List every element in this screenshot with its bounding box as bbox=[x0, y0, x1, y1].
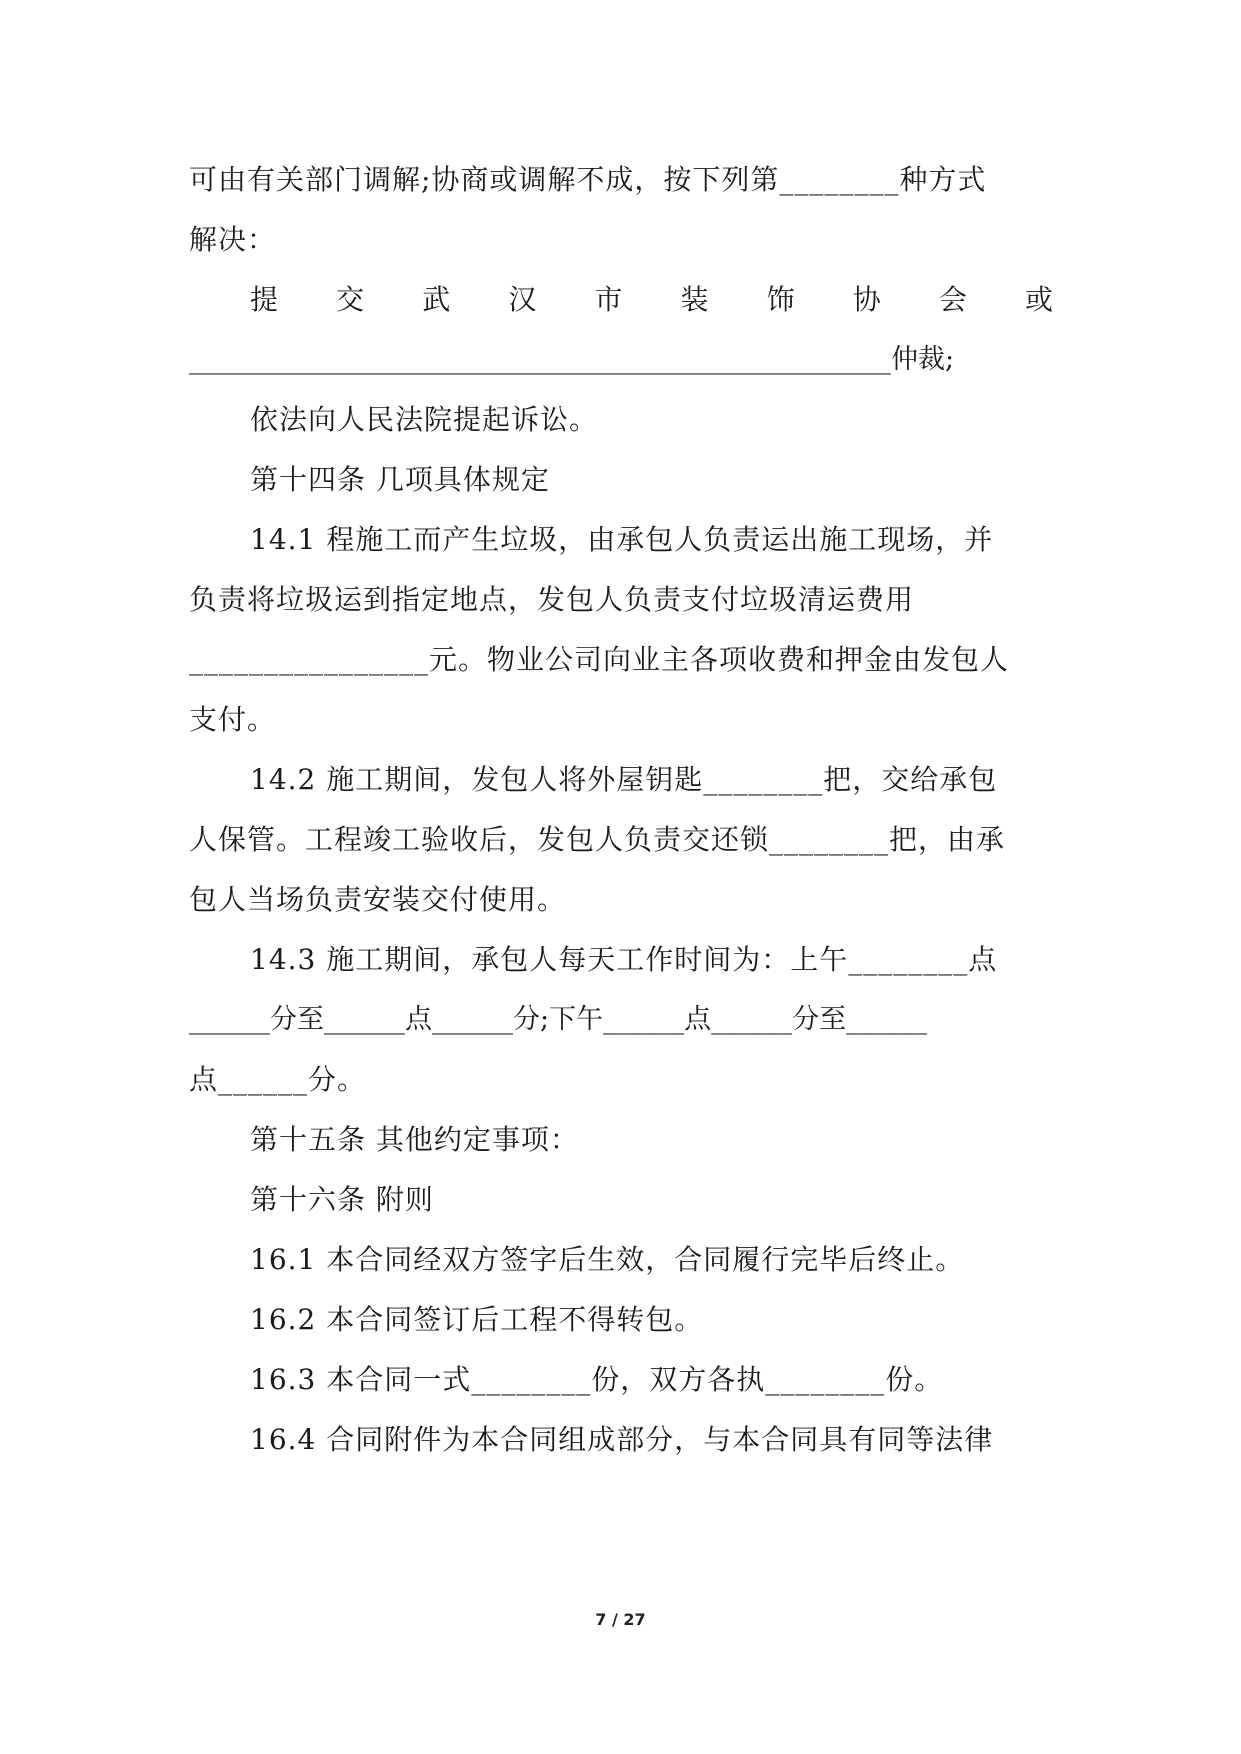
spread-char: 提 bbox=[250, 283, 280, 316]
spread-char: 汉 bbox=[508, 283, 538, 316]
text-line: 16.1 本合同经双方签字后生效，合同履行完毕后终止。 bbox=[250, 1243, 965, 1276]
text-line: 负责将垃圾运到指定地点，发包人负责支付垃圾清运费用 bbox=[189, 583, 915, 616]
text-line: 16.4 合同附件为本合同组成部分，与本合同具有同等法律 bbox=[250, 1423, 994, 1456]
text-line: 16.3 本合同一式________份，双方各执________份。 bbox=[250, 1363, 944, 1396]
text-line: 依法向人民法院提起诉讼。 bbox=[250, 403, 599, 436]
text-line: 点______分。 bbox=[189, 1063, 367, 1096]
text-line: ______分至______点______分;下午______点______分至______ bbox=[189, 1004, 928, 1035]
text-line: 包人当场负责安装交付使用。 bbox=[189, 883, 567, 916]
text-line: 解决： bbox=[189, 223, 277, 256]
text-line: ________________元。物业公司向业主各项收费和押金由发包人 bbox=[189, 643, 1010, 676]
text-line: 人保管。工程竣工验收后，发包人负责交还锁________把，由承 bbox=[189, 823, 1006, 856]
text-line: 14.2 施工期间，发包人将外屋钥匙________把，交给承包 bbox=[250, 763, 998, 796]
spread-char: 装 bbox=[680, 283, 710, 316]
spread-char: 或 bbox=[1024, 283, 1054, 316]
text-line: ____________________________________________________仲裁; bbox=[189, 344, 955, 375]
spread-char: 协 bbox=[852, 283, 882, 316]
page-number: 7 / 27 bbox=[595, 1610, 646, 1629]
section-heading: 第十四条 几项具体规定 bbox=[250, 463, 550, 496]
spread-text-line bbox=[189, 280, 1054, 320]
text-line: 16.2 本合同签订后工程不得转包。 bbox=[250, 1303, 704, 1336]
text-line: 支付。 bbox=[189, 703, 277, 736]
text-line: 14.1 程施工而产生垃圾，由承包人负责运出施工现场，并 bbox=[250, 523, 994, 556]
spread-char: 饰 bbox=[766, 283, 796, 316]
section-heading: 第十六条 附则 bbox=[250, 1183, 434, 1216]
text-line: 可由有关部门调解;协商或调解不成，按下列第________种方式 bbox=[189, 163, 987, 196]
spread-char: 武 bbox=[422, 283, 452, 316]
spread-char: 市 bbox=[594, 283, 624, 316]
text-line: 14.3 施工期间，承包人每天工作时间为：上午________点 bbox=[250, 943, 998, 976]
section-heading: 第十五条 其他约定事项： bbox=[250, 1123, 579, 1156]
spread-char: 交 bbox=[336, 283, 366, 316]
spread-char: 会 bbox=[938, 283, 968, 316]
